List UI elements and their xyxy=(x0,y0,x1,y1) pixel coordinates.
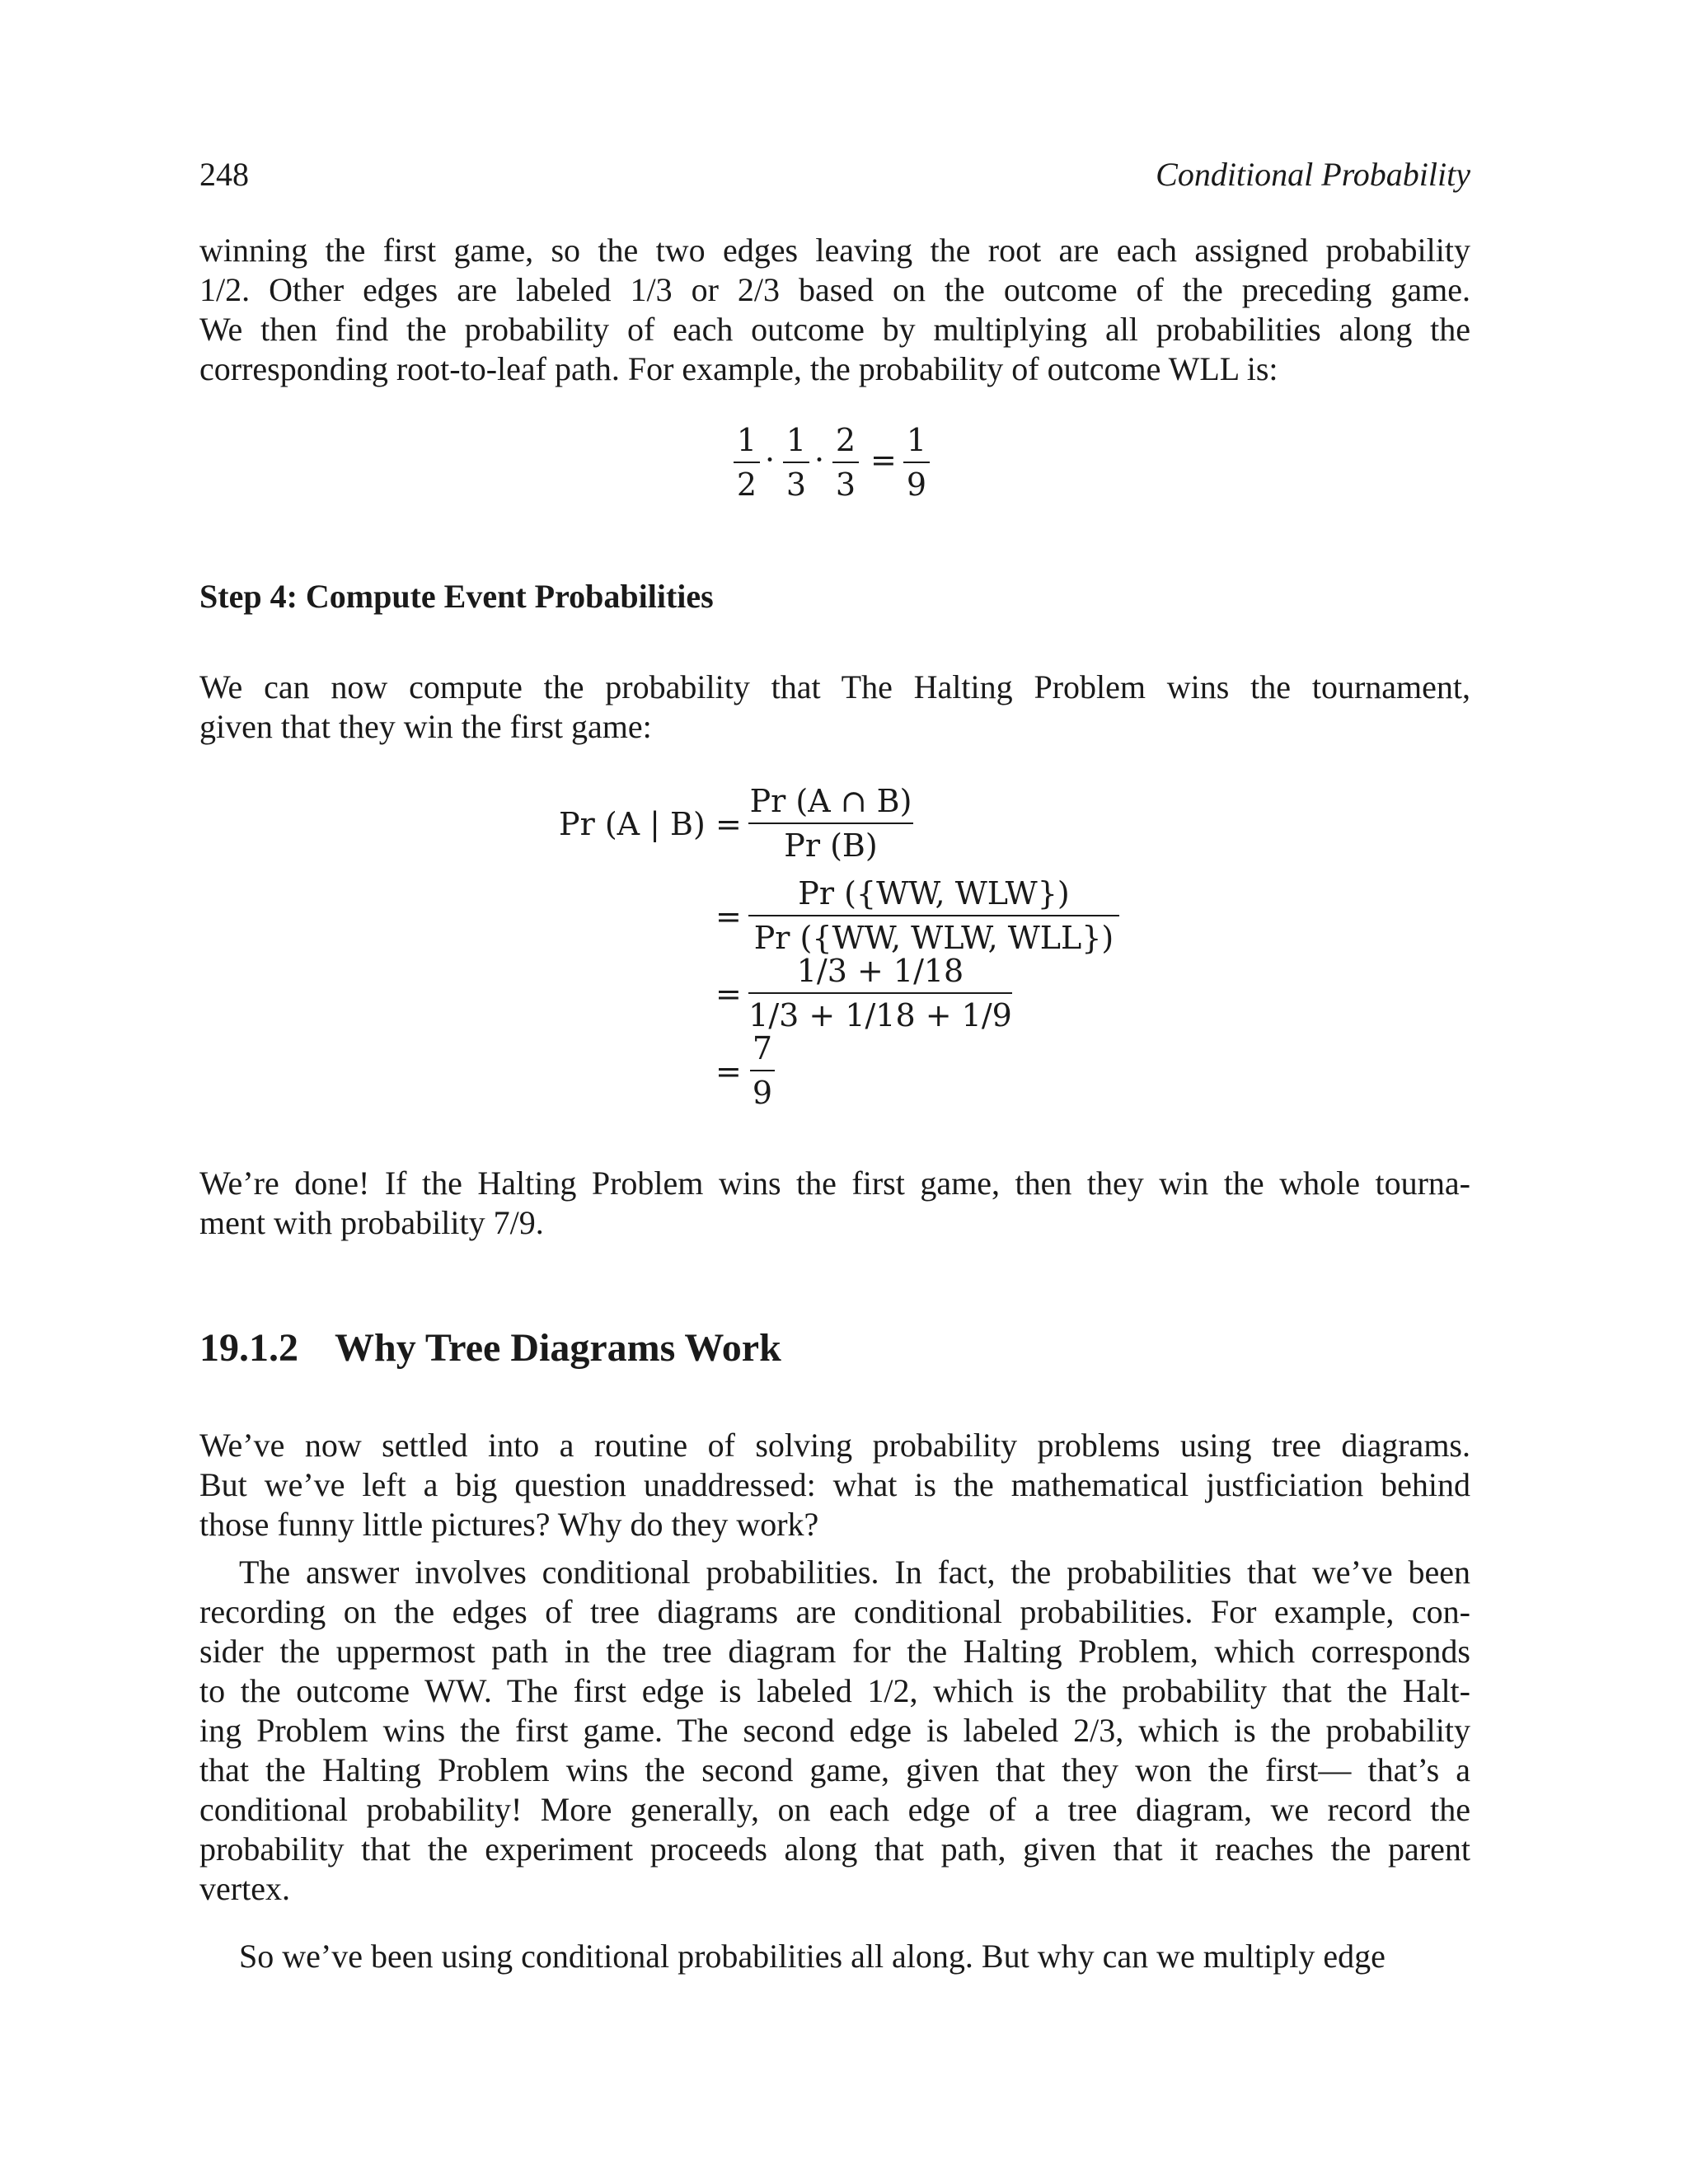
paragraph-done xyxy=(199,1164,1470,1243)
fraction: 2 3 xyxy=(832,422,859,503)
running-title: Conditional Probability xyxy=(1156,156,1470,193)
equation-lhs: Pr (A | B) xyxy=(559,806,706,842)
text-line: We’ve now settled into a routine of solving probability problems using tree diagrams. xyxy=(199,1427,1470,1464)
multiply-dot: · xyxy=(765,442,776,478)
fraction: 1 2 xyxy=(734,422,760,503)
equals-sign: = xyxy=(870,442,897,478)
fraction: Pr (A ∩ B) Pr (B) xyxy=(749,783,912,864)
equals-sign: = xyxy=(715,1053,742,1090)
text-line: ment with probability 7/9. xyxy=(199,1204,544,1241)
equals-sign: = xyxy=(715,898,742,935)
section-number: 19.1.2 xyxy=(199,1326,298,1370)
paragraph-answer xyxy=(199,1553,1470,1909)
equals-sign: = xyxy=(715,806,742,842)
page-number: 248 xyxy=(199,156,249,193)
step-heading: Step 4: Compute Event Probabilities xyxy=(199,578,714,615)
text-line: 1/2. Other edges are labeled 1/3 or 2/3 based on the outcome of the preceding game. xyxy=(199,271,1470,308)
text-line: recording on the edges of tree diagrams are conditional probabilities. For example, con- xyxy=(199,1593,1470,1630)
fraction: 7 9 xyxy=(750,1030,775,1111)
text-line: those funny little pictures? Why do they work? xyxy=(199,1506,819,1543)
text-line: that the Halting Problem wins the second game, given that they won the first— that’s a xyxy=(199,1751,1470,1788)
paragraph-step4 xyxy=(199,668,1470,747)
text-line: ing Problem wins the first game. The second edge is labeled 2/3, which is the probability xyxy=(199,1712,1470,1749)
text-line: probability that the experiment proceeds along that path, given that it reaches the parent xyxy=(199,1830,1470,1868)
multiply-dot: · xyxy=(814,442,825,478)
fraction: Pr ({WW, WLW}) Pr ({WW, WLW, WLL}) xyxy=(748,875,1119,956)
text-line: But we’ve left a big question unaddressed: what is the mathematical justficiation behind xyxy=(199,1466,1470,1503)
fraction: 1 9 xyxy=(903,422,930,503)
text-line: winning the first game, so the two edges leaving the root are each assigned probability xyxy=(199,232,1470,269)
text-line: We’re done! If the Halting Problem wins the first game, then they win the whole tourna- xyxy=(199,1165,1470,1202)
section-title: Why Tree Diagrams Work xyxy=(335,1326,781,1370)
section-heading xyxy=(199,1325,781,1371)
text-line: sider the uppermost path in the tree diagram for the Halting Problem, which corresponds xyxy=(199,1633,1470,1670)
text-line: The answer involves conditional probabilities. In fact, the probabilities that we’ve been xyxy=(239,1554,1470,1591)
text-line: given that they win the first game: xyxy=(199,708,652,745)
equation-conditional-probability xyxy=(544,783,1170,1146)
text-line: to the outcome WW. The first edge is labeled 1/2, which is the probability that the Halt- xyxy=(199,1672,1470,1709)
text-line: conditional probability! More generally, on each edge of a tree diagram, we record the xyxy=(199,1791,1470,1828)
fraction: 1 3 xyxy=(783,422,809,503)
running-header xyxy=(199,155,1470,198)
text-line: We can now compute the probability that The Halting Problem wins the tournament, xyxy=(199,668,1470,705)
text-line: So we’ve been using conditional probabilities all along. But why can we multiply edge xyxy=(239,1938,1386,1975)
equals-sign: = xyxy=(715,976,742,1012)
paragraph-closing xyxy=(199,1937,1470,1976)
text-line: We then find the probability of each outcome by multiplying all probabilities along the xyxy=(199,311,1470,348)
fraction: 1/3 + 1/18 1/3 + 1/18 + 1/9 xyxy=(748,953,1012,1033)
text-line: corresponding root-to-leaf path. For example, the probability of outcome WLL is: xyxy=(199,350,1278,387)
equation-wll-probability xyxy=(734,422,981,513)
text-line: vertex. xyxy=(199,1870,290,1907)
paragraph-tree-probabilities xyxy=(199,231,1470,389)
paragraph-routine xyxy=(199,1426,1470,1544)
